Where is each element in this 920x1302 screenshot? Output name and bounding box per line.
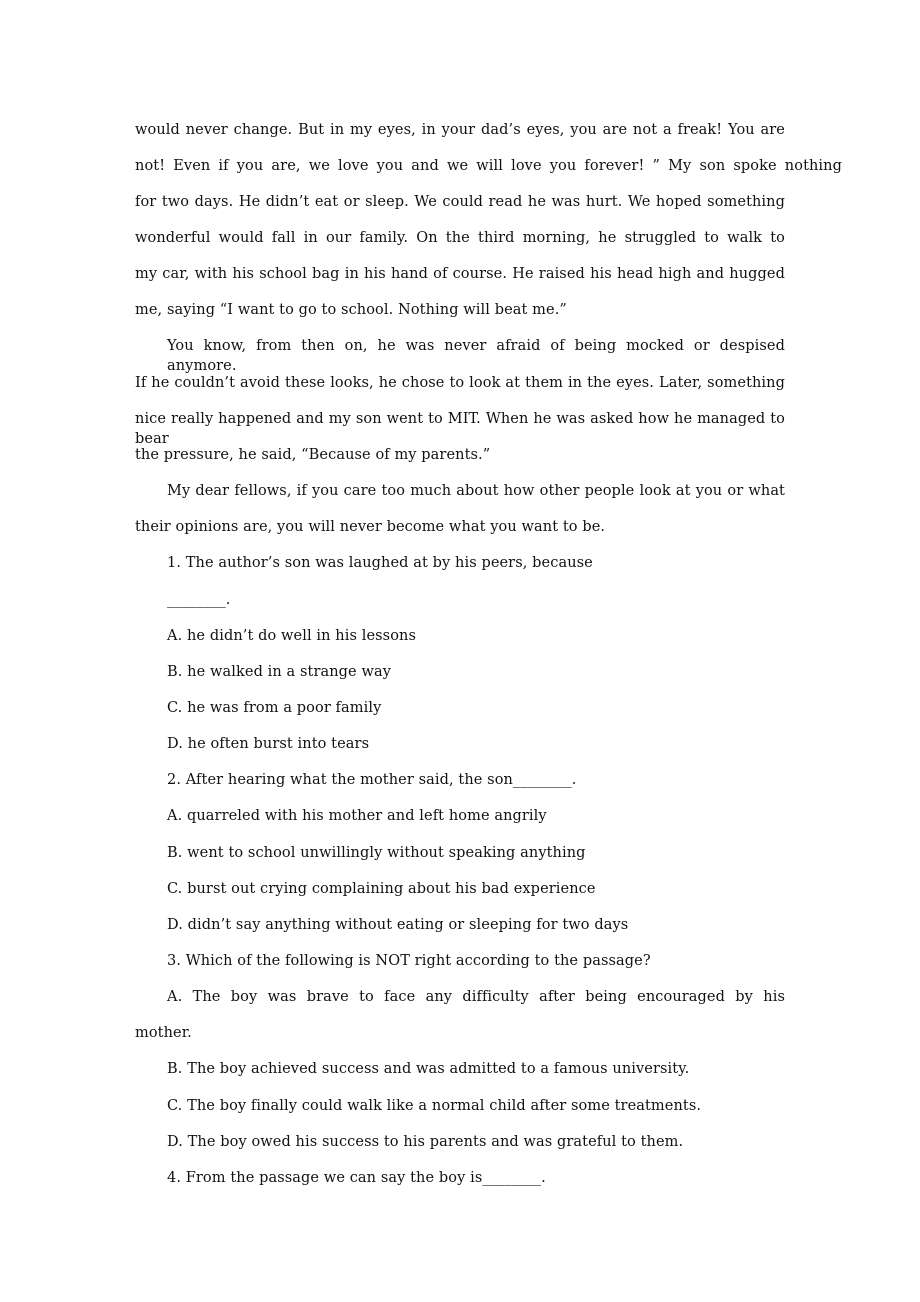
option: B. he walked in a strange way bbox=[167, 664, 391, 680]
option: D. The boy owed his success to his parents and was grateful to them. bbox=[167, 1134, 684, 1150]
question-3: 3. Which of the following is NOT right according to the passage? bbox=[167, 953, 651, 969]
passage-line: would never change. But in my eyes, in your dad’s eyes, you are not a freak! You are bbox=[135, 122, 785, 138]
question-1-blank: ________. bbox=[167, 592, 231, 608]
option: A. The boy was brave to face any difficulty after being encouraged by his bbox=[167, 989, 785, 1005]
question-4: 4. From the passage we can say the boy is________. bbox=[167, 1170, 546, 1186]
option: D. didn’t say anything without eating or sleeping for two days bbox=[167, 917, 629, 933]
passage-line: their opinions are, you will never become what you want to be. bbox=[135, 519, 606, 535]
option-continued: mother. bbox=[135, 1025, 192, 1041]
passage-line: not! Even if you are, we love you and we will love you forever! ” My son spoke nothing bbox=[135, 158, 842, 174]
option: C. The boy finally could walk like a normal child after some treatments. bbox=[167, 1098, 702, 1114]
option: C. he was from a poor family bbox=[167, 700, 382, 716]
passage-line: wonderful would fall in our family. On the third morning, he struggled to walk to bbox=[135, 230, 785, 246]
question-2: 2. After hearing what the mother said, the son________. bbox=[167, 772, 577, 788]
option: A. he didn’t do well in his lessons bbox=[167, 628, 417, 644]
option: A. quarreled with his mother and left home angrily bbox=[167, 808, 547, 824]
passage-line: You know, from then on, he was never afraid of being mocked or despised anymore. bbox=[167, 338, 785, 374]
option: B. The boy achieved success and was admitted to a famous university. bbox=[167, 1061, 690, 1077]
passage-line: my car, with his school bag in his hand of course. He raised his head high and hugged bbox=[135, 266, 785, 282]
passage-line: me, saying “I want to go to school. Nothing will beat me.” bbox=[135, 302, 567, 318]
passage-line: nice really happened and my son went to MIT. When he was asked how he managed to bear bbox=[135, 411, 785, 447]
passage-line: If he couldn’t avoid these looks, he chose to look at them in the eyes. Later, something bbox=[135, 375, 785, 391]
option: C. burst out crying complaining about his bad experience bbox=[167, 881, 596, 897]
passage-line: for two days. He didn’t eat or sleep. We could read he was hurt. We hoped something bbox=[135, 194, 785, 210]
option: D. he often burst into tears bbox=[167, 736, 370, 752]
passage-line: My dear fellows, if you care too much about how other people look at you or what bbox=[167, 483, 785, 499]
passage-line: the pressure, he said, “Because of my parents.” bbox=[135, 447, 491, 463]
option: B. went to school unwillingly without speaking anything bbox=[167, 845, 586, 861]
question-1: 1. The author’s son was laughed at by his peers, because bbox=[167, 555, 593, 571]
